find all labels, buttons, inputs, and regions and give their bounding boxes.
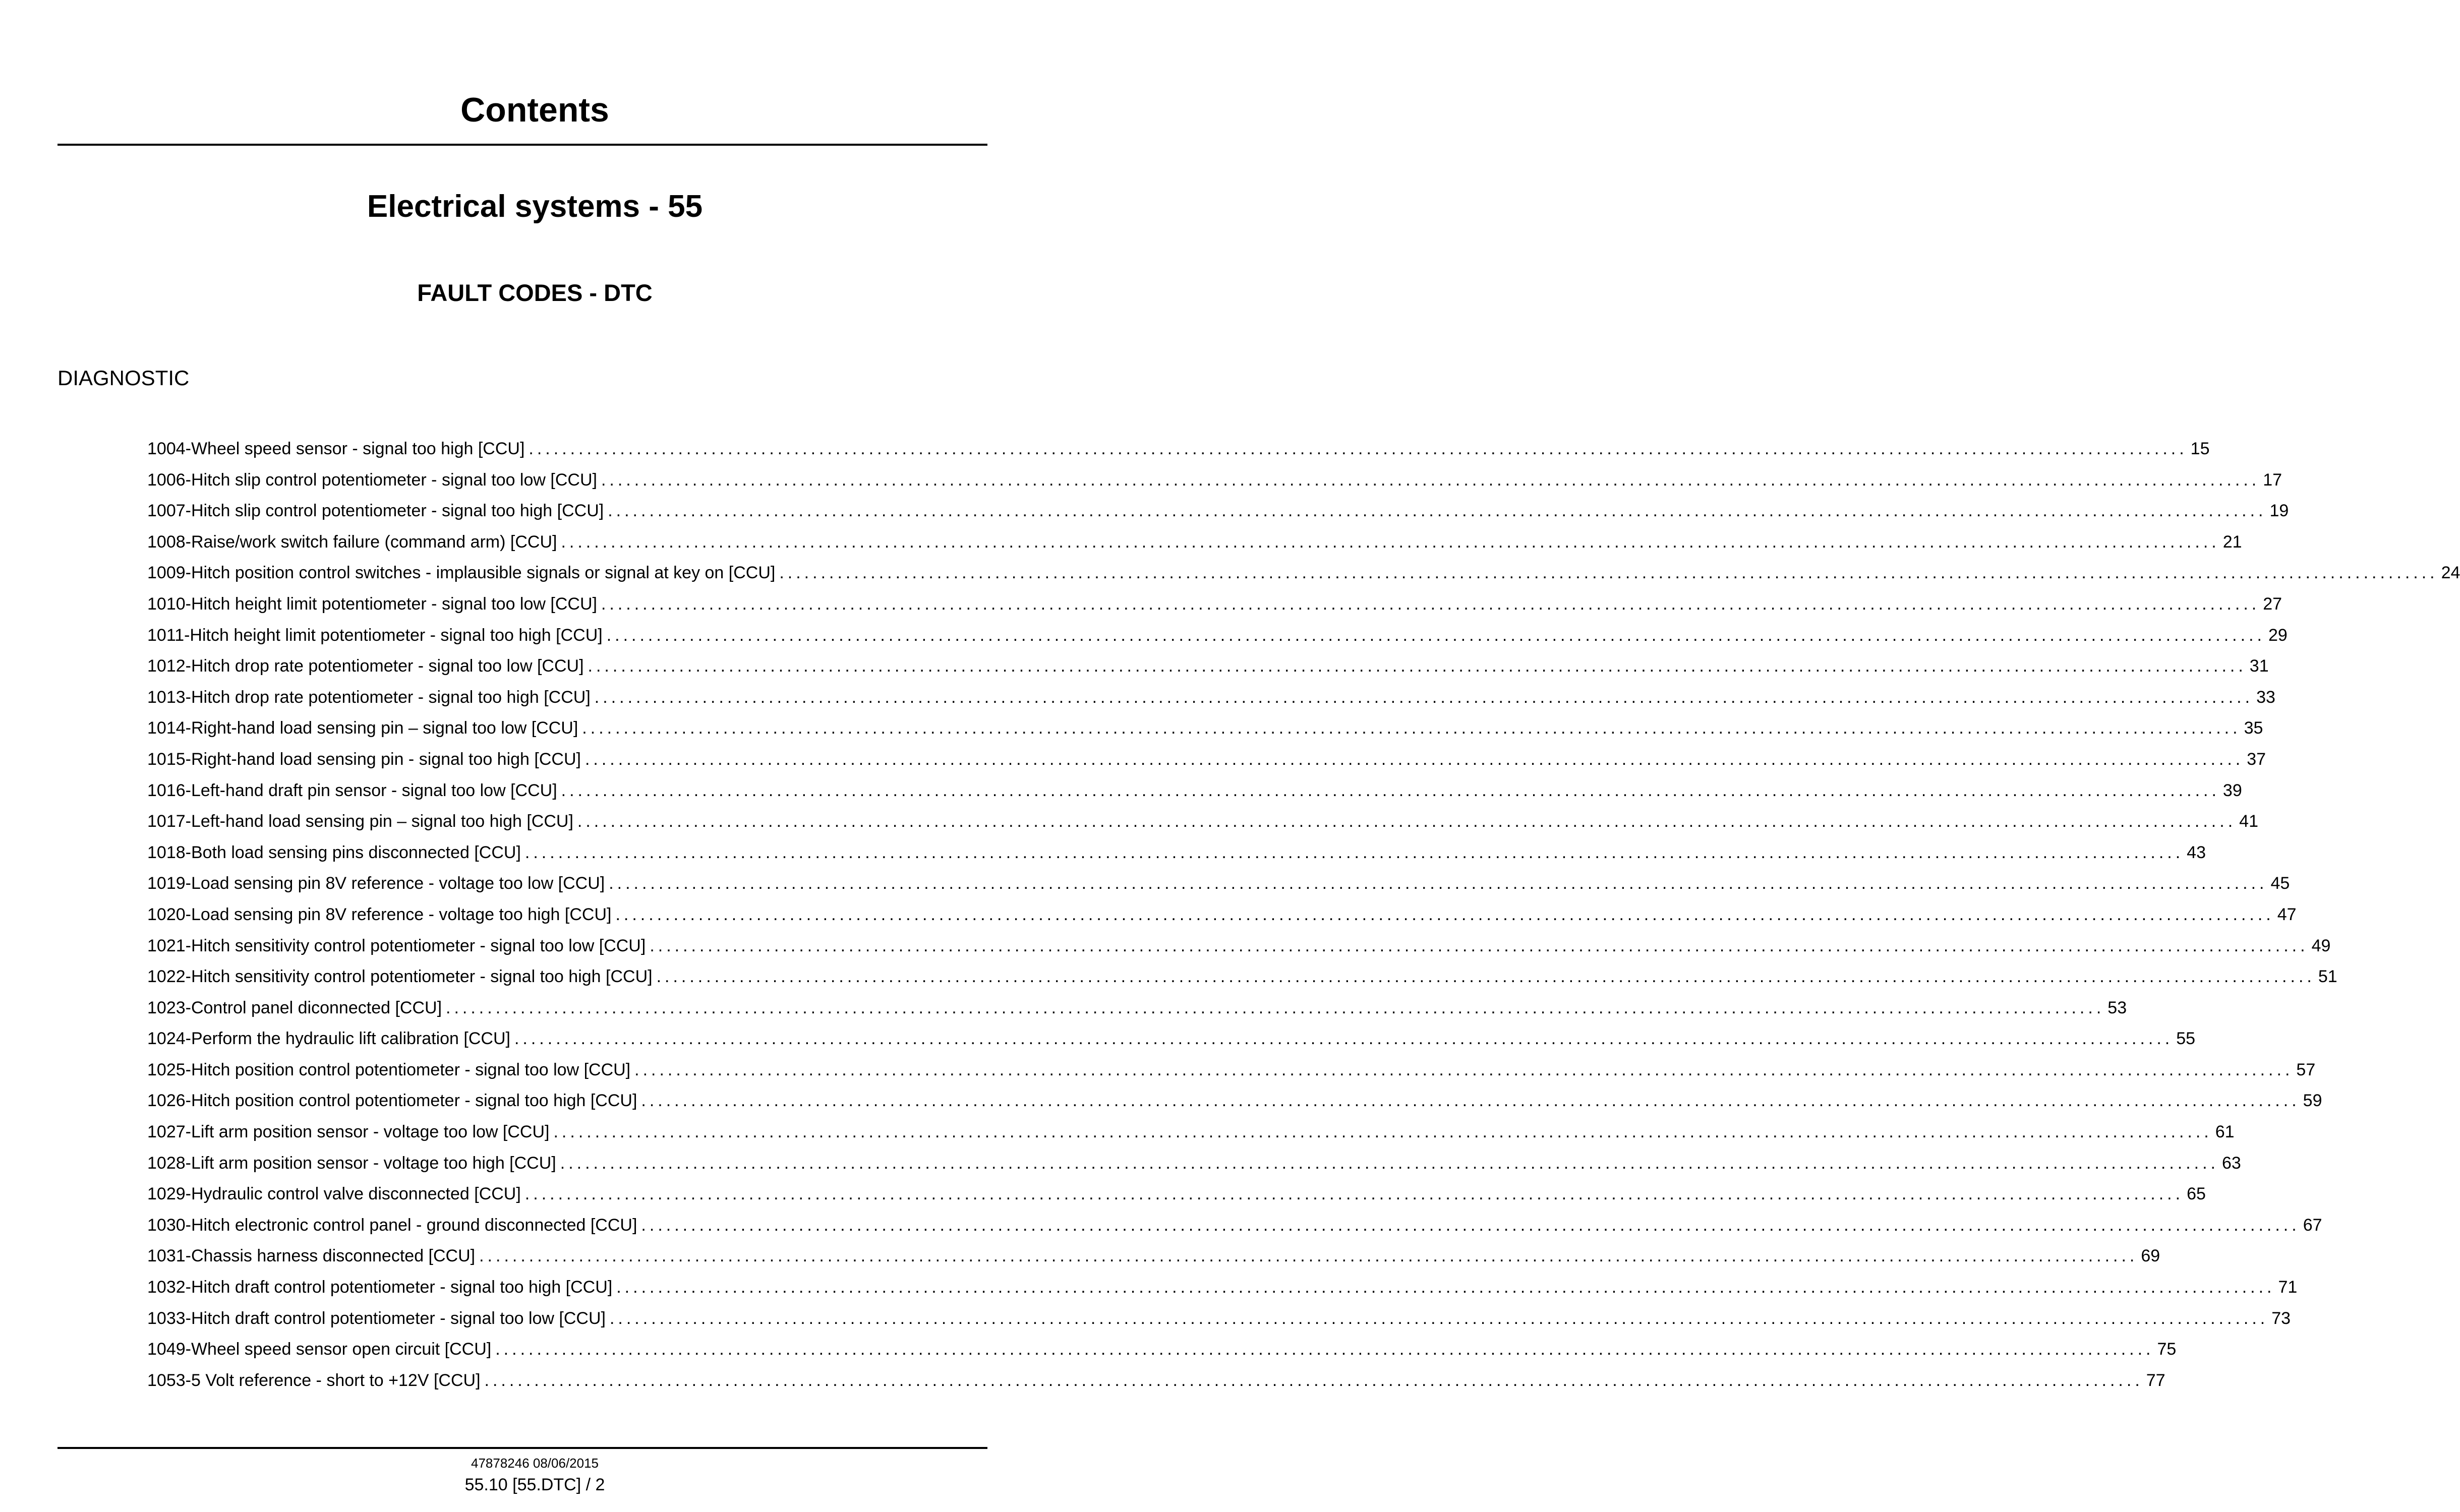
dot-leader: ........................................................................................................................................................................................................	[529, 439, 2188, 458]
toc-entry-page: 27	[2263, 594, 2282, 614]
dot-leader: ........................................................................................................................................................................................................	[577, 812, 2237, 831]
toc-entry-title: 1010-Hitch height limit potentiometer - signal too low [CCU]	[147, 594, 597, 614]
toc-entry-title: 1014-Right-hand load sensing pin – signal too low [CCU]	[147, 718, 578, 738]
toc-entry[interactable]	[147, 749, 2266, 780]
toc-entry-title: 1027-Lift arm position sensor - voltage too low [CCU]	[147, 1122, 550, 1142]
page-title: Contents	[460, 91, 609, 129]
toc-entry-page: 35	[2244, 718, 2263, 738]
toc-entry[interactable]	[147, 625, 2288, 656]
toc-entry-title: 1004-Wheel speed sensor - signal too high [CCU]	[147, 439, 525, 458]
toc-entry[interactable]	[147, 656, 2269, 687]
dot-leader: ........................................................................................................................................................................................................	[615, 904, 2274, 924]
toc-entry[interactable]	[147, 1153, 2241, 1184]
toc-entry-title: 1026-Hitch position control potentiometer - signal too high [CCU]	[147, 1091, 637, 1111]
toc-entry[interactable]	[147, 1339, 2177, 1370]
dot-leader: ........................................................................................................................................................................................................	[561, 780, 2220, 800]
table-of-contents	[147, 439, 2460, 1401]
toc-entry-page: 67	[2303, 1215, 2322, 1235]
dot-leader: ........................................................................................................................................................................................................	[641, 1215, 2300, 1235]
toc-entry-page: 69	[2141, 1246, 2160, 1266]
toc-entry-page: 71	[2278, 1278, 2298, 1297]
toc-entry-title: 1049-Wheel speed sensor open circuit [CCU]	[147, 1340, 492, 1359]
toc-entry-title: 1013-Hitch drop rate potentiometer - signal too high [CCU]	[147, 687, 591, 707]
page-reference: 55.10 [55.DTC] / 2	[464, 1475, 605, 1494]
document-number: 47878246 08/06/2015	[471, 1456, 599, 1471]
toc-entry[interactable]	[147, 780, 2242, 812]
toc-entry[interactable]	[147, 501, 2289, 532]
toc-entry-title: 1028-Lift arm position sensor - voltage too high [CCU]	[147, 1153, 556, 1173]
toc-entry-title: 1020-Load sensing pin 8V reference - voltage too high [CCU]	[147, 904, 612, 924]
toc-entry[interactable]	[147, 873, 2290, 904]
dot-leader: ........................................................................................................................................................................................................	[601, 470, 2260, 490]
dot-leader: ........................................................................................................................................................................................................	[584, 749, 2244, 769]
toc-entry-title: 1006-Hitch slip control potentiometer - signal too low [CCU]	[147, 470, 597, 490]
toc-entry-title: 1018-Both load sensing pins disconnected [CCU]	[147, 842, 521, 862]
toc-entry-page: 49	[2311, 936, 2331, 955]
dot-leader: ........................................................................................................................................................................................................	[608, 501, 2267, 521]
top-divider	[57, 144, 987, 146]
dot-leader: ........................................................................................................................................................................................................	[601, 594, 2260, 614]
dot-leader: ........................................................................................................................................................................................................	[524, 1184, 2184, 1204]
toc-entry-page: 51	[2318, 967, 2337, 987]
dot-leader: ........................................................................................................................................................................................................	[514, 1029, 2174, 1049]
toc-entry-title: 1021-Hitch sensitivity control potentiometer - signal too low [CCU]	[147, 936, 646, 955]
dot-leader: ........................................................................................................................................................................................................	[560, 1153, 2219, 1173]
toc-entry-title: 1053-5 Volt reference - short to +12V [CCU]	[147, 1370, 481, 1390]
toc-entry[interactable]	[147, 1246, 2160, 1277]
toc-entry-title: 1016-Left-hand draft pin sensor - signal too low [CCU]	[147, 780, 557, 800]
dot-leader: ........................................................................................................................................................................................................	[609, 874, 2268, 893]
dot-leader: ........................................................................................................................................................................................................	[594, 687, 2254, 707]
toc-entry-page: 24	[2441, 563, 2460, 583]
dot-leader: ........................................................................................................................................................................................................	[588, 656, 2247, 676]
subsection-title: FAULT CODES - DTC	[417, 279, 653, 306]
toc-entry[interactable]	[147, 1215, 2322, 1246]
dot-leader: ........................................................................................................................................................................................................	[479, 1246, 2138, 1266]
toc-entry-page: 53	[2107, 998, 2127, 1017]
toc-entry[interactable]	[147, 687, 2275, 718]
toc-entry-page: 59	[2303, 1091, 2322, 1111]
dot-leader: ........................................................................................................................................................................................................	[609, 1308, 2269, 1328]
toc-entry-title: 1015-Right-hand load sensing pin - signal too high [CCU]	[147, 749, 581, 769]
toc-entry[interactable]	[147, 532, 2242, 563]
dot-leader: ........................................................................................................................................................................................................	[779, 563, 2438, 583]
toc-entry-page: 29	[2268, 625, 2288, 645]
toc-entry-page: 61	[2215, 1122, 2235, 1142]
toc-entry-page: 55	[2176, 1029, 2196, 1049]
dot-leader: ........................................................................................................................................................................................................	[484, 1370, 2143, 1390]
dot-leader: ........................................................................................................................................................................................................	[641, 1091, 2300, 1111]
toc-entry-page: 33	[2256, 687, 2275, 707]
toc-entry-page: 65	[2187, 1184, 2206, 1204]
toc-entry-page: 47	[2277, 904, 2297, 924]
dot-leader: ........................................................................................................................................................................................................	[524, 842, 2184, 862]
bottom-divider	[57, 1447, 987, 1449]
toc-entry-title: 1008-Raise/work switch failure (command arm) [CCU]	[147, 532, 557, 552]
toc-entry-title: 1030-Hitch electronic control panel - ground disconnected [CCU]	[147, 1215, 637, 1235]
dot-leader: ........................................................................................................................................................................................................	[561, 532, 2220, 552]
toc-entry-page: 75	[2157, 1340, 2177, 1359]
toc-entry-page: 77	[2146, 1370, 2165, 1390]
toc-entry-page: 31	[2249, 656, 2269, 676]
toc-entry[interactable]	[147, 718, 2263, 749]
toc-entry[interactable]	[147, 594, 2282, 625]
dot-leader: ........................................................................................................................................................................................................	[634, 1060, 2294, 1079]
toc-entry-page: 19	[2269, 501, 2289, 521]
toc-entry-title: 1012-Hitch drop rate potentiometer - signal too low [CCU]	[147, 656, 584, 676]
dot-leader: ........................................................................................................................................................................................................	[582, 718, 2241, 738]
toc-entry-title: 1024-Perform the hydraulic lift calibration [CCU]	[147, 1029, 510, 1049]
toc-entry-page: 37	[2247, 749, 2266, 769]
section-title: Electrical systems - 55	[367, 189, 703, 224]
toc-entry[interactable]	[147, 936, 2331, 967]
dot-leader: ........................................................................................................................................................................................................	[656, 967, 2315, 987]
toc-entry-title: 1019-Load sensing pin 8V reference - voltage too low [CCU]	[147, 874, 605, 893]
toc-entry[interactable]	[147, 1122, 2235, 1153]
toc-entry[interactable]	[147, 904, 2297, 936]
toc-entry[interactable]	[147, 1184, 2206, 1215]
toc-entry[interactable]	[147, 470, 2282, 501]
toc-entry-title: 1023-Control panel diconnected [CCU]	[147, 998, 442, 1017]
toc-entry-title: 1031-Chassis harness disconnected [CCU]	[147, 1246, 476, 1266]
toc-entry[interactable]	[147, 1277, 2298, 1308]
toc-entry[interactable]	[147, 563, 2460, 594]
dot-leader: ........................................................................................................................................................................................................	[650, 936, 2309, 955]
dot-leader: ........................................................................................................................................................................................................	[495, 1340, 2154, 1359]
toc-entry-page: 63	[2222, 1153, 2241, 1173]
toc-entry[interactable]	[147, 842, 2206, 874]
toc-entry-title: 1033-Hitch draft control potentiometer - signal too low [CCU]	[147, 1308, 606, 1328]
dot-leader: ........................................................................................................................................................................................................	[553, 1122, 2212, 1142]
toc-entry-title: 1007-Hitch slip control potentiometer - signal too high [CCU]	[147, 501, 604, 521]
toc-entry-title: 1022-Hitch sensitivity control potentiometer - signal too high [CCU]	[147, 967, 653, 987]
toc-entry-page: 41	[2239, 812, 2258, 831]
toc-entry-title: 1011-Hitch height limit potentiometer - signal too high [CCU]	[147, 625, 603, 645]
toc-entry[interactable]	[147, 966, 2337, 998]
dot-leader: ........................................................................................................................................................................................................	[446, 998, 2105, 1017]
toc-entry-page: 17	[2263, 470, 2282, 490]
toc-entry-page: 45	[2270, 874, 2290, 893]
toc-entry[interactable]	[147, 1091, 2322, 1122]
toc-entry-title: 1025-Hitch position control potentiometer - signal too low [CCU]	[147, 1060, 631, 1079]
diagnostic-heading: DIAGNOSTIC	[57, 366, 190, 390]
dot-leader: ........................................................................................................................................................................................................	[606, 625, 2265, 645]
dot-leader: ........................................................................................................................................................................................................	[616, 1278, 2275, 1297]
toc-entry-title: 1032-Hitch draft control potentiometer - signal too high [CCU]	[147, 1278, 613, 1297]
toc-entry[interactable]	[147, 1370, 2165, 1402]
toc-entry-page: 43	[2187, 842, 2206, 862]
toc-entry-page: 39	[2222, 780, 2242, 800]
toc-entry-page: 73	[2271, 1308, 2291, 1328]
toc-entry-page: 15	[2190, 439, 2210, 458]
toc-entry-page: 21	[2222, 532, 2242, 552]
toc-entry[interactable]	[147, 811, 2258, 842]
toc-entry[interactable]	[147, 1029, 2196, 1060]
toc-entry-title: 1029-Hydraulic control valve disconnected [CCU]	[147, 1184, 521, 1204]
toc-entry[interactable]	[147, 439, 2210, 470]
toc-entry[interactable]	[147, 1308, 2291, 1340]
toc-entry-page: 57	[2296, 1060, 2316, 1079]
toc-entry-title: 1017-Left-hand load sensing pin – signal too high [CCU]	[147, 812, 573, 831]
toc-entry[interactable]	[147, 1060, 2316, 1091]
toc-entry-title: 1009-Hitch position control switches - implausible signals or signal at key on [CCU]	[147, 563, 776, 583]
toc-entry[interactable]	[147, 998, 2127, 1029]
